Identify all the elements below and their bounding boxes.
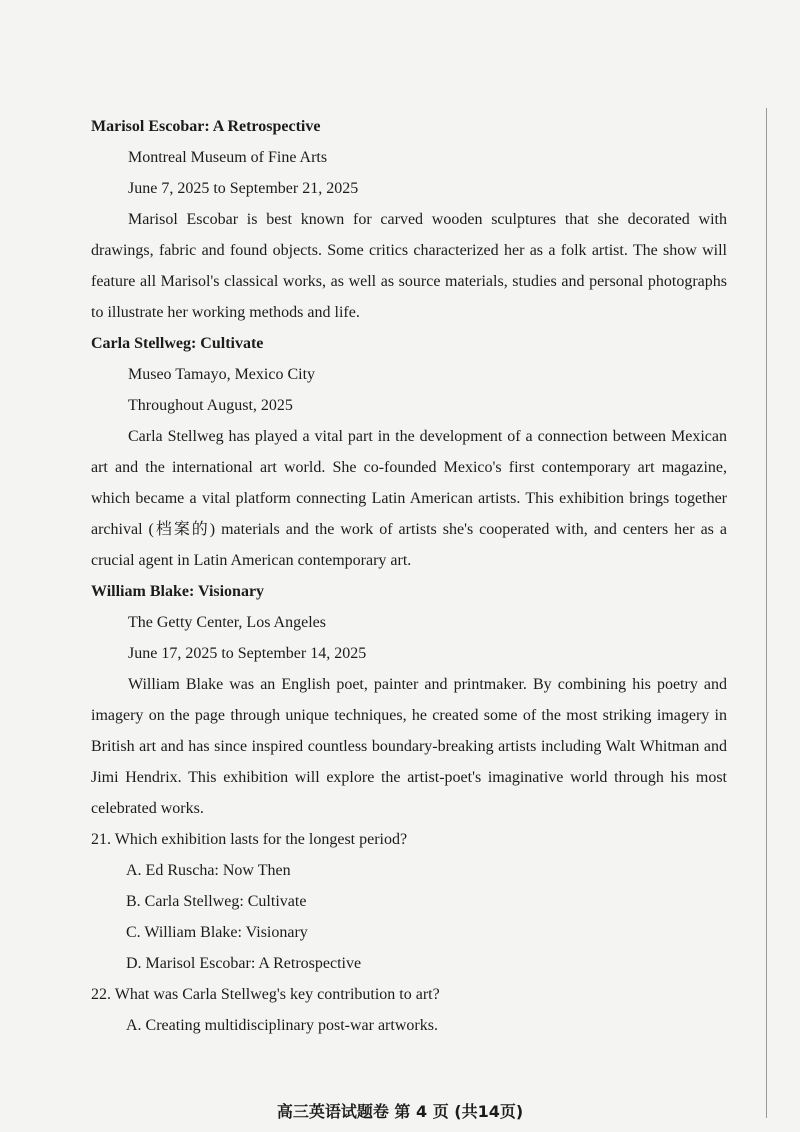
answer-option: D. Marisol Escobar: A Retrospective <box>126 955 362 972</box>
exhibition-dates: June 17, 2025 to September 14, 2025 <box>128 645 367 662</box>
exhibition-dates: June 7, 2025 to September 21, 2025 <box>128 180 359 197</box>
exhibition-block <box>91 576 727 824</box>
exhibition-venue: The Getty Center, Los Angeles <box>128 614 326 631</box>
exhibition-block <box>91 328 727 576</box>
reading-passage <box>91 111 727 1041</box>
exhibition-venue: Museo Tamayo, Mexico City <box>128 366 316 383</box>
exhibition-block <box>91 111 727 328</box>
exhibition-description: Carla Stellweg has played a vital part in the development of a connection between Mexican art and the international art world. She co-founded Mexico's first contemporary art magazine, which became a vital platform connecting Latin American artists. This exhibition brings together archival (档案的) materials and the work of artists she's cooperated with, and centers her as a crucial agent in Latin American contemporary art. <box>91 428 727 569</box>
answer-option: A. Ed Ruscha: Now Then <box>126 862 291 879</box>
exhibition-title: William Blake: Visionary <box>91 583 265 600</box>
question-text: 21. Which exhibition lasts for the longest period? <box>91 831 408 848</box>
margin-rule <box>766 108 767 1118</box>
answer-option: C. William Blake: Visionary <box>126 924 308 941</box>
exhibition-description: William Blake was an English poet, painter and printmaker. By combining his poetry and imagery on the page through unique techniques, he created some of the most striking imagery in British art and has since inspired countless boundary-breaking artists including Walt Whitman and Jimi Hendrix. This exhibition will explore the artist-poet's imaginative world through his most celebrated works. <box>91 676 727 817</box>
answer-option: A. Creating multidisciplinary post-war artworks. <box>126 1017 438 1034</box>
exhibition-title: Carla Stellweg: Cultivate <box>91 335 264 352</box>
exhibition-title: Marisol Escobar: A Retrospective <box>91 118 321 135</box>
exhibition-dates: Throughout August, 2025 <box>128 397 293 414</box>
exhibition-description: Marisol Escobar is best known for carved wooden sculptures that she decorated with drawings, fabric and found objects. Some critics characterized her as a folk artist. The show will feature all Marisol's classical works, as well as source materials, studies and personal photographs to illustrate her working methods and life. <box>91 211 727 321</box>
question-block <box>91 824 727 979</box>
exhibition-venue: Montreal Museum of Fine Arts <box>128 149 328 166</box>
page-footer: 高三英语试题卷 第 4 页 (共14页) <box>276 1102 524 1121</box>
question-text: 22. What was Carla Stellweg's key contribution to art? <box>91 986 440 1003</box>
answer-option: B. Carla Stellweg: Cultivate <box>126 893 307 910</box>
question-block <box>91 979 727 1041</box>
